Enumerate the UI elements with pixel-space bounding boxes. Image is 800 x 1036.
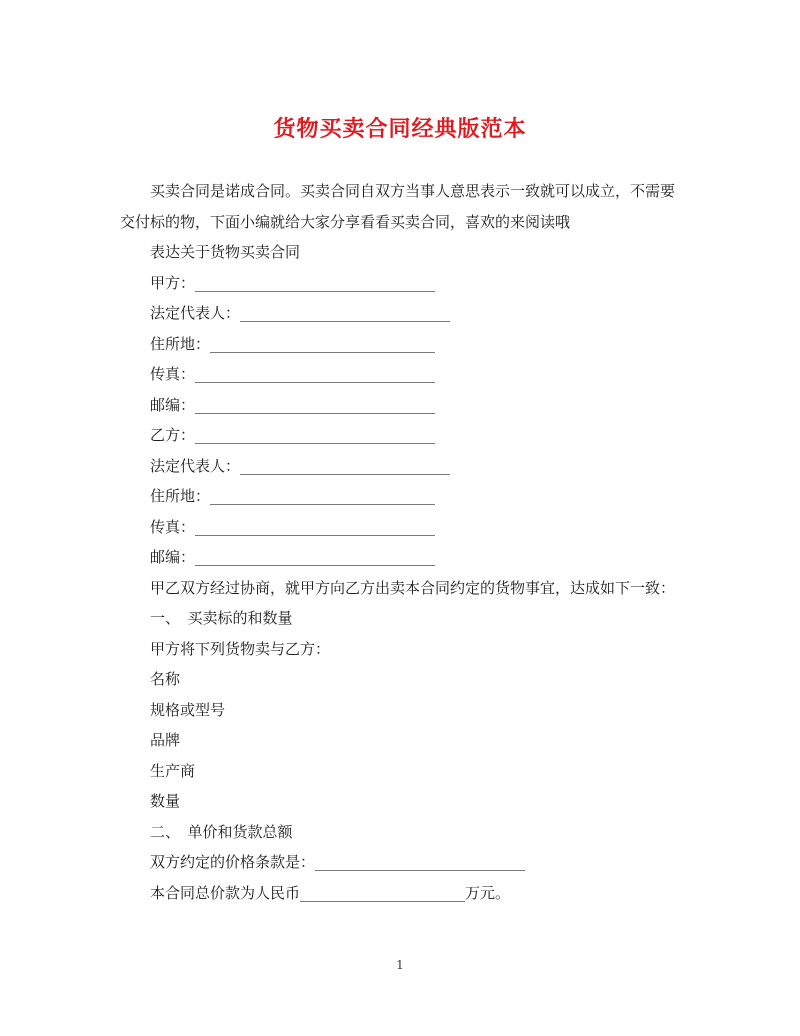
intro-paragraph: 买卖合同是诺成合同。买卖合同自双方当事人意思表示一致就可以成立，不需要交付标的物，下面小编就给大家分享看看买卖合同，喜欢的来阅读哦 — [120, 182, 676, 231]
document-body — [120, 176, 680, 908]
price-terms-line: 双方约定的价格条款是：____________________________ — [150, 853, 526, 871]
party-b-name: 乙方：________________________________ — [150, 426, 436, 444]
party-b-address: 住所地：______________________________ — [150, 487, 436, 505]
document-title: 货物买卖合同经典版范本 — [273, 116, 527, 142]
item-quantity: 数量 — [150, 792, 181, 810]
page-number: 1 — [396, 958, 404, 972]
item-brand: 品牌 — [150, 731, 181, 749]
total-price-line: 本合同总价款为人民币______________________万元。 — [150, 883, 511, 902]
section-1-heading: 一、 买卖标的和数量 — [150, 609, 293, 627]
party-a-address: 住所地：______________________________ — [150, 334, 436, 353]
party-a-postcode: 邮编：________________________________ — [150, 395, 436, 414]
item-manufacturer: 生产商 — [150, 761, 196, 780]
party-a-name: 甲方：________________________________ — [150, 273, 436, 292]
section-1-lead: 甲方将下列货物卖与乙方： — [150, 639, 331, 658]
item-name: 名称 — [150, 670, 181, 688]
subtitle-line: 表达关于货物买卖合同 — [150, 243, 301, 261]
party-b-fax: 传真：________________________________ — [150, 517, 436, 536]
party-b-representative: 法定代表人：____________________________ — [150, 456, 451, 475]
party-b-postcode: 邮编：________________________________ — [150, 548, 436, 566]
agreement-paragraph: 甲乙双方经过协商，就甲方向乙方出卖本合同约定的货物事宜，达成如下一致： — [150, 578, 676, 597]
party-a-fax: 传真：________________________________ — [150, 365, 436, 383]
section-2-heading: 二、 单价和货款总额 — [150, 822, 293, 841]
item-spec: 规格或型号 — [150, 700, 226, 719]
party-a-representative: 法定代表人：____________________________ — [150, 304, 451, 322]
